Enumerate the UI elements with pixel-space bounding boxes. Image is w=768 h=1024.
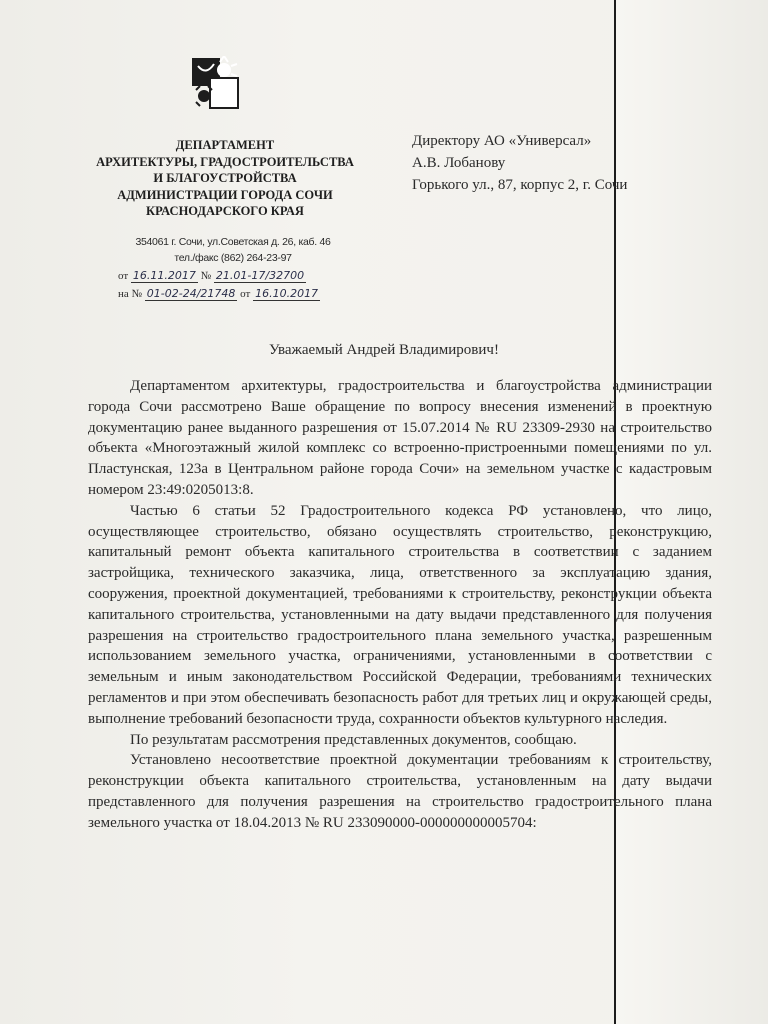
incoming-number: 01-02-24/21748 <box>146 287 236 300</box>
department-line-2: АРХИТЕКТУРЫ, ГРАДОСТРОИТЕЛЬСТВА <box>96 154 354 169</box>
on-from-label: от <box>240 288 251 300</box>
address-phone: тел./факс (862) 264-23-97 <box>174 252 292 264</box>
department-line-1: ДЕПАРТАМЕНТ <box>175 138 275 152</box>
address-street: 354061 г. Сочи, ул.Советская д. 26, каб. 46 <box>135 236 331 248</box>
incoming-date: 16.10.2017 <box>255 287 319 300</box>
salutation: Уважаемый Андрей Владимирович! <box>269 342 499 358</box>
sochi-emblem-icon <box>190 56 240 112</box>
paragraph-2: Частью 6 статьи 52 Градостроительного кодекса РФ установлено, что лицо, осуществляющее строительство, обязано осуществлять строительство, реконструкцию, капитальный ремонт объекта капитального строительства в соответствии с заданием застройщика, технического заказчика, лица, ответственного за эксплуатацию здания, сооружения, проектной документацией, требованиями к строительству, реконструкции объекта капитального строительства, установленными на дату выдачи представленного для получения разрешения на строительство градостроительного плана земельного участка, разрешенным использованием земельного участка, ограничениями, установленными в соответствии с земельным и иным законодательством Российской Федерации, требованиями технических регламентов и при этом обеспечивать безопасность работ для третьих лиц и окружающей среды, выполнение требований безопасности труда, сохранности объектов культурного наследия. <box>88 502 712 727</box>
outgoing-number: 21.01-17/32700 <box>215 269 305 282</box>
recipient-name: А.В. Лобанову <box>412 155 506 171</box>
number-label: № <box>200 270 212 282</box>
recipient-position: Директору АО «Универсал» <box>412 133 592 149</box>
outgoing-registration <box>118 269 306 283</box>
department-line-3: И БЛАГОУСТРОЙСТВА <box>153 171 297 185</box>
outgoing-date: 16.11.2017 <box>132 269 196 282</box>
from-label: от <box>118 270 129 282</box>
letter-body <box>88 376 712 834</box>
recipient-block <box>412 130 702 196</box>
paragraph-3: По результатам рассмотрения представленных документов, сообщаю. <box>130 731 577 748</box>
department-header <box>80 137 370 220</box>
paragraph-1: Департаментом архитектуры, градостроительства и благоустройства администрации города Сочи рассмотрено Ваше обращение по вопросу внесения изменений в проектную документацию ранее выданного разрешения от 15.07.2014 № RU 23309-2930 на строительство объекта «Многоэтажный жилой комплекс со встроенно-пристроенными помещениями по ул. Пластунская, 123а в Центральном районе города Сочи» на земельном участке с кадастровым номером 23:49:0205013:8. <box>88 378 712 498</box>
incoming-registration <box>118 287 320 301</box>
on-number-label: на № <box>118 288 143 300</box>
department-address <box>118 234 348 266</box>
department-line-4: АДМИНИСТРАЦИИ ГОРОДА СОЧИ <box>117 187 333 202</box>
paragraph-4: Установлено несоответствие проектной документации требованиям к строительству, реконструкции объекта капитального строительства, установленным на дату выдачи представленного для получения разрешения на строительство градостроительного плана земельного участка от 18.04.2013 № RU 233090000-000000000005704: <box>88 752 712 831</box>
department-line-5: КРАСНОДАРСКОГО КРАЯ <box>146 204 304 218</box>
recipient-address: Горького ул., 87, корпус 2, г. Сочи <box>412 177 628 193</box>
